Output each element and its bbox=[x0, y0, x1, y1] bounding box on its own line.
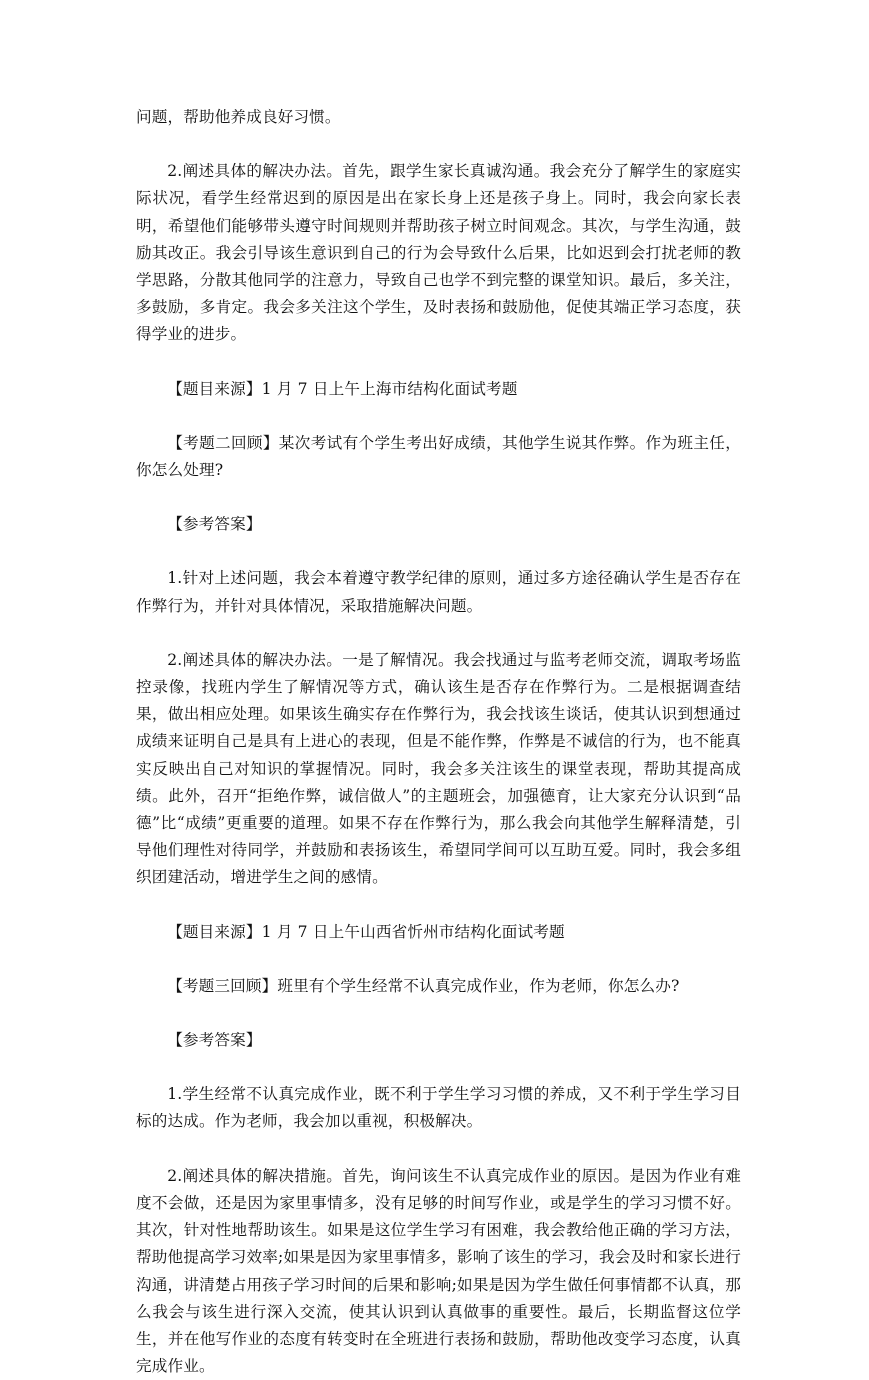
paragraph-gap bbox=[136, 892, 741, 919]
paragraph-gap bbox=[136, 131, 741, 158]
paragraph-gap bbox=[136, 538, 741, 565]
paragraph-gap bbox=[136, 620, 741, 647]
paragraph-gap bbox=[136, 946, 741, 973]
question-source-1: 【题目来源】1 月 7 日上午上海市结构化面试考题 bbox=[167, 379, 518, 398]
reference-answer-heading-3: 【参考答案】 bbox=[167, 1031, 262, 1050]
paragraph-gap bbox=[136, 1136, 741, 1163]
answer-point-2-q1: 2.阐述具体的解决办法。首先，跟学生家长真诚沟通。我会充分了解学生的家庭实际状况，看学生经常迟到的原因是出在家长身上还是孩子身上。同时，我会向家长表明，希望他们能够带头遵守时间规则并帮助孩子树立时间观念。其次，与学生沟通，鼓励其改正。我会引导该生意识到自己的行为会导致什么后果，比如迟到会打扰老师的教学思路，分散其他同学的注意力，导致自己也学不到完整的课堂知识。最后，多关注，多鼓励，多肯定。我会多关注这个学生，及时表扬和鼓励他，促使其端正学习态度，获得学业的进步。 bbox=[136, 162, 741, 344]
answer-point-2-q2: 2.阐述具体的解决办法。一是了解情况。我会找通过与监考老师交流，调取考场监控录像，找班内学生了解情况等方式，确认该生是否存在作弊行为。二是根据调查结果，做出相应处理。如果该生确实存在作弊行为，我会找该生谈话，使其认识到想通过成绩来证明自己是具有上进心的表现，但是不能作弊，作弊是不诚信的行为，也不能真实反映出自己对知识的掌握情况。同时，我会多关注该生的课堂表现，帮助其提高成绩。此外，召开“拒绝作弊，诚信做人”的主题班会，加强德育，让大家充分认识到“品德”比“成绩”更重要的道理。如果不存在作弊行为，那么我会向其他学生解释清楚，引导他们理性对待同学，并鼓励和表扬该生，希望同学间可以互助互爱。同时，我会多组织团建活动，增进学生之间的感情。 bbox=[136, 650, 741, 887]
paragraph-gap bbox=[136, 484, 741, 511]
paragraph-gap bbox=[136, 349, 741, 376]
paragraph-gap bbox=[136, 1000, 741, 1027]
question-source-2: 【题目来源】1 月 7 日上午山西省忻州市结构化面试考题 bbox=[167, 922, 565, 941]
question-3-review: 【考题三回顾】班里有个学生经常不认真完成作业，作为老师，你怎么办? bbox=[167, 976, 680, 995]
reference-answer-heading-2: 【参考答案】 bbox=[167, 515, 262, 534]
paragraph-gap bbox=[136, 1054, 741, 1081]
answer-point-1-q3: 1.学生经常不认真完成作业，既不利于学生学习习惯的养成，又不利于学生学习目标的达成。作为老师，我会加以重视，积极解决。 bbox=[136, 1085, 741, 1131]
answer-point-1-q2: 1.针对上述问题，我会本着遵守教学纪律的原则，通过多方途径确认学生是否存在作弊行为，并针对具体情况，采取措施解决问题。 bbox=[136, 569, 741, 615]
paragraph-gap bbox=[136, 403, 741, 430]
paragraph-continuation: 问题，帮助他养成良好习惯。 bbox=[136, 108, 341, 126]
question-2-review: 【考题二回顾】某次考试有个学生考出好成绩，其他学生说其作弊。作为班主任，你怎么处理? bbox=[136, 433, 741, 480]
answer-point-2-q3: 2.阐述具体的解决措施。首先，询问该生不认真完成作业的原因。是因为作业有难度不会做，还是因为家里事情多，没有足够的时间写作业，或是学生的学习习惯不好。其次，针对性地帮助该生。如果是这位学生学习有困难，我会教给他正确的学习方法，帮助他提高学习效率;如果是因为家里事情多，影响了该生的学习，我会及时和家长进行沟通，讲清楚占用孩子学习时间的后果和影响;如果是因为学生做任何事情都不认真，那么我会与该生进行深入交流，使其认识到认真做事的重要性。最后，长期监督这位学生，并在他写作业的态度有转变时在全班进行表扬和鼓励，帮助他改变学习态度，认真完成作业。 bbox=[136, 1166, 741, 1376]
